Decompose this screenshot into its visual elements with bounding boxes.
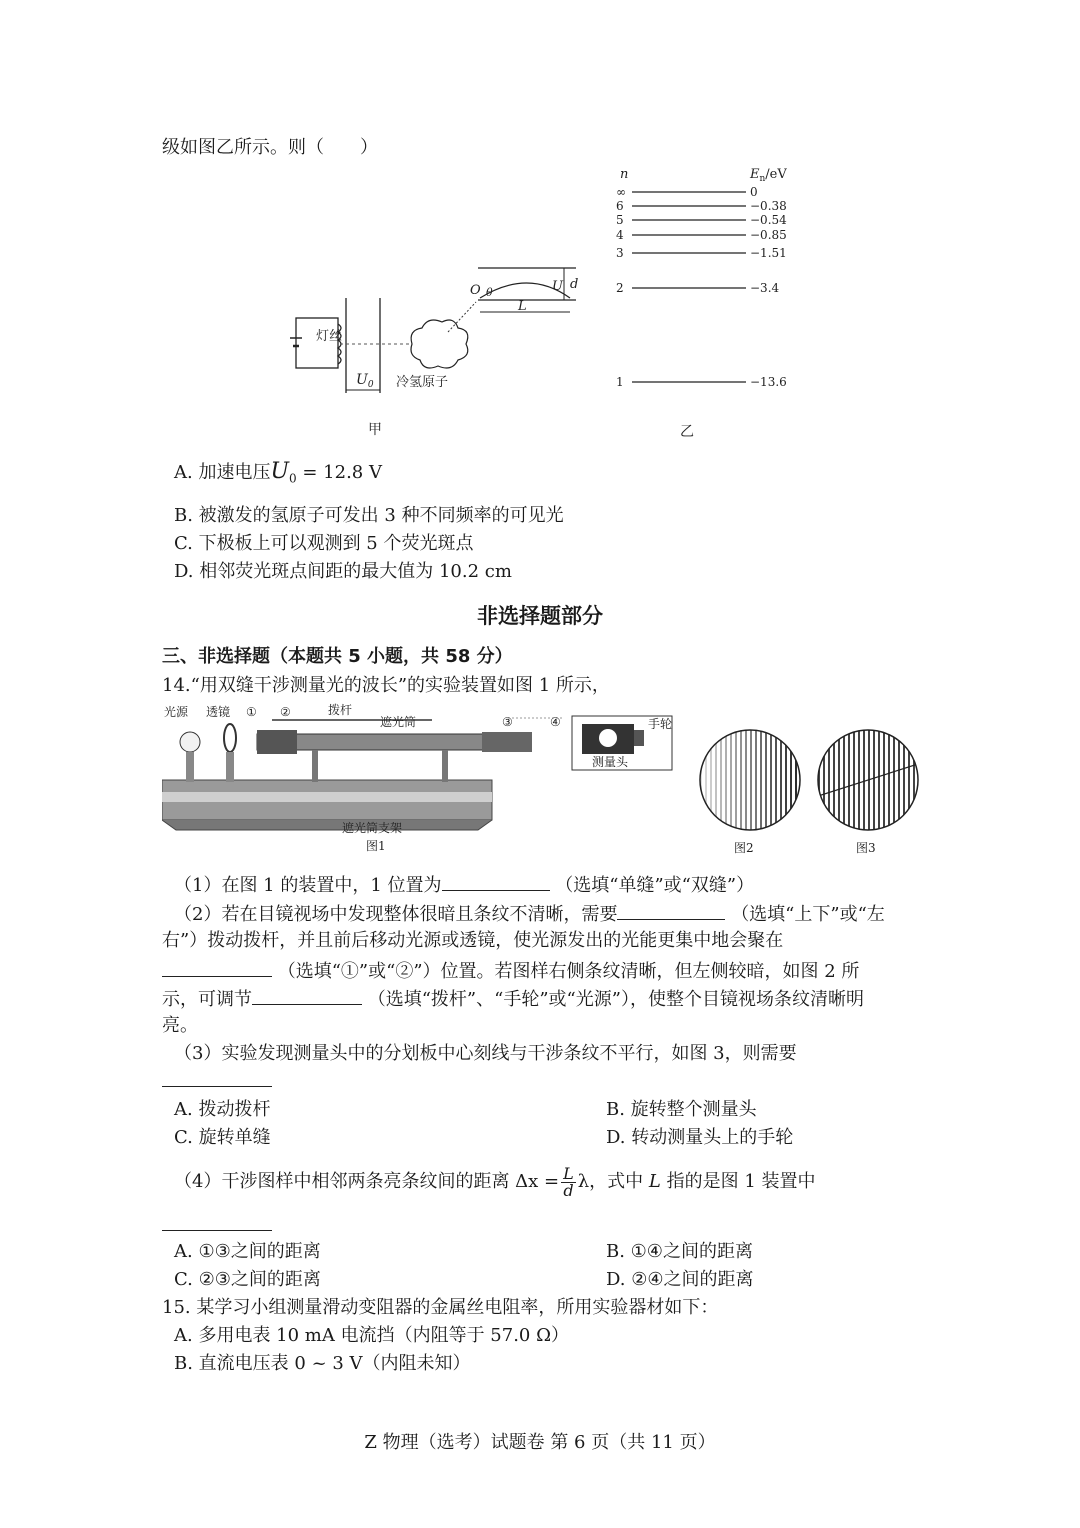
- energy-level-value: −0.38: [750, 199, 787, 213]
- fringe-line: [883, 728, 885, 832]
- q14-part4: （4）干涉图样中相邻两条亮条纹间的距离 Δx = $\frac{L}{d}$ λ，式中 L 指的是图 1 装置中: [174, 1163, 816, 1200]
- fringe-line: [725, 728, 727, 832]
- answer-blank-1[interactable]: [442, 872, 550, 891]
- label-wheel: 手轮: [648, 717, 673, 731]
- fringe-line: [730, 728, 732, 832]
- u-label: U: [552, 279, 563, 294]
- label-tube: 遮光筒: [380, 715, 417, 729]
- fringe-line: [853, 728, 855, 832]
- fringe-line: [863, 728, 865, 832]
- fringe-line: [828, 728, 830, 832]
- fringe-line: [735, 728, 737, 832]
- label-rod: 拨杆: [328, 703, 353, 717]
- q14-p3-option-c: C. 旋转单缝: [174, 1127, 271, 1148]
- energy-level-n: 6: [616, 199, 624, 213]
- page-footer: Z 物理（选考）试题卷 第 6 页（共 11 页）: [364, 1432, 716, 1453]
- energy-level-value: −0.54: [750, 213, 787, 227]
- n-axis-label: n: [620, 167, 629, 182]
- o-label: O: [470, 283, 481, 298]
- q14-p3-option-b: B. 旋转整个测量头: [606, 1099, 757, 1120]
- fringe-line: [720, 728, 722, 832]
- fringe-line: [760, 728, 762, 832]
- energy-level-value: −0.85: [750, 228, 787, 242]
- q14-p3-option-a: A. 拨动拨杆: [174, 1099, 271, 1120]
- fringe-line: [888, 728, 890, 832]
- label-circle-3: ③: [502, 715, 513, 729]
- fringe-line: [893, 728, 895, 832]
- answer-blank-3[interactable]: [162, 958, 272, 977]
- q15-item-a: A. 多用电表 10 mA 电流挡（内阻等于 57.0 Ω）: [174, 1325, 570, 1346]
- q14-p4-option-a: A. ①③之间的距离: [174, 1241, 321, 1262]
- energy-level-n: 5: [616, 213, 624, 227]
- figure-yi-energy-levels: [610, 160, 810, 445]
- q14-p3-option-d: D. 转动测量头上的手轮: [606, 1127, 794, 1148]
- energy-level-value: −1.51: [750, 246, 787, 260]
- label-lens: 透镜: [206, 705, 231, 719]
- fringe-line: [745, 728, 747, 832]
- answer-blank-4[interactable]: [252, 986, 362, 1005]
- fringe-line: [740, 728, 742, 832]
- energy-level-n: ∞: [616, 185, 626, 199]
- q14-p4-option-b: B. ①④之间的距离: [606, 1241, 753, 1262]
- answer-blank-5[interactable]: [162, 1068, 272, 1087]
- u0-label: $U_0$: [356, 372, 374, 390]
- energy-level-n: 2: [616, 281, 624, 295]
- label-fig2: 图2: [734, 841, 754, 855]
- fringe-line: [848, 728, 850, 832]
- q15-item-b: B. 直流电压表 0 ~ 3 V（内阻未知）: [174, 1353, 471, 1374]
- answer-blank-6[interactable]: [162, 1212, 272, 1231]
- fringe-line: [913, 728, 915, 832]
- lamp-label: 灯丝: [316, 329, 343, 344]
- q14-part1: （1）在图 1 的装置中，1 位置为 （选填“单缝”或“双缝”）: [174, 872, 754, 898]
- q14-stem: 14.“用双缝干涉测量光的波长”的实验装置如图 1 所示，: [162, 675, 610, 696]
- fringe-line: [770, 728, 772, 832]
- q13-option-d: D. 相邻荧光斑点间距的最大值为 10.2 cm: [174, 561, 512, 582]
- e-axis-label: $E_n/eV$: [750, 167, 787, 184]
- fringe-line: [790, 728, 792, 832]
- fringe-line: [765, 728, 767, 832]
- fringe-line: [878, 728, 880, 832]
- q15-stem: 15. 某学习小组测量滑动变阻器的金属丝电阻率，所用实验器材如下：: [162, 1297, 719, 1318]
- fringe-line: [898, 728, 900, 832]
- section-header: 三、非选择题（本题共 5 小题，共 58 分）: [162, 646, 513, 667]
- theta-label: θ: [486, 286, 493, 299]
- label-support: 遮光筒支架: [342, 821, 403, 835]
- fringe-line: [780, 728, 782, 832]
- fringe-line: [843, 728, 845, 832]
- answer-blank-2[interactable]: [617, 901, 725, 920]
- fringe-line: [755, 728, 757, 832]
- energy-level-n: 1: [616, 375, 624, 389]
- q14-p4-option-c: C. ②③之间的距离: [174, 1269, 321, 1290]
- energy-level-value: −13.6: [750, 375, 787, 389]
- fringe-line: [908, 728, 910, 832]
- energy-level-value: 0: [750, 185, 758, 199]
- fringe-line: [750, 728, 752, 832]
- q13-option-c: C. 下极板上可以观测到 5 个荧光斑点: [174, 533, 474, 554]
- fringe-line: [710, 728, 712, 832]
- cloud-label: 冷氢原子: [396, 375, 449, 390]
- q14-part2-line1: （2）若在目镜视场中发现整体很暗且条纹不清晰，需要 （选填“上下”或“左: [174, 901, 885, 927]
- q14-part2-line5: 亮。: [162, 1015, 198, 1036]
- label-light-source: 光源: [164, 705, 189, 719]
- figure-jia: [280, 258, 600, 448]
- label-circle-2: ②: [280, 705, 291, 719]
- label-circle-1: ①: [246, 705, 257, 719]
- q13-option-b: B. 被激发的氢原子可发出 3 种不同频率的可见光: [174, 505, 564, 526]
- q14-part2-line2: 右”）拨动拨杆，并且前后移动光源或透镜，使光源发出的光能更集中地会聚在: [162, 930, 784, 951]
- l-label: L: [518, 299, 527, 314]
- fig-yi-caption: 乙: [680, 424, 694, 440]
- q14-part2-line4: 示，可调节 （选填“拨杆”、“手轮”或“光源”），使整个目镜视场条纹清晰明: [162, 986, 864, 1012]
- label-fig3: 图3: [856, 841, 876, 855]
- label-circle-4: ④: [550, 715, 561, 729]
- fringe-line: [858, 728, 860, 832]
- fringe-line: [795, 728, 797, 832]
- figure-1-apparatus: [162, 700, 922, 860]
- fringe-line: [775, 728, 777, 832]
- energy-level-n: 4: [616, 228, 624, 242]
- q14-part2-line3: （选填“①”或“②”）位置。若图样右侧条纹清晰，但左侧较暗，如图 2 所: [162, 958, 859, 984]
- section-title: 非选择题部分: [477, 604, 603, 628]
- label-fig1: 图1: [366, 839, 386, 853]
- fringe-line: [838, 728, 840, 832]
- energy-level-value: −3.4: [750, 281, 780, 295]
- q14-part3-blank-line: [162, 1068, 272, 1094]
- energy-level-n: 3: [616, 246, 624, 260]
- intro-line: 级如图乙所示。则（ ）: [162, 137, 378, 158]
- fig-jia-caption: 甲: [368, 422, 382, 438]
- label-measuring-head: 测量头: [592, 755, 629, 769]
- q14-part4-blank-line: [162, 1212, 272, 1238]
- fringe-line: [873, 728, 875, 832]
- q13-option-a: A. 加速电压$U_0 = 12.8$ V: [174, 459, 382, 486]
- q14-part3: （3）实验发现测量头中的分划板中心刻线与干涉条纹不平行，如图 3，则需要: [174, 1043, 797, 1064]
- fringe-line: [705, 728, 707, 832]
- fringe-line: [823, 728, 825, 832]
- d-label: d: [570, 277, 579, 292]
- fraction-l-over-d: $\frac{L}{d}$: [563, 1163, 574, 1200]
- q14-p4-option-d: D. ②④之间的距离: [606, 1269, 754, 1290]
